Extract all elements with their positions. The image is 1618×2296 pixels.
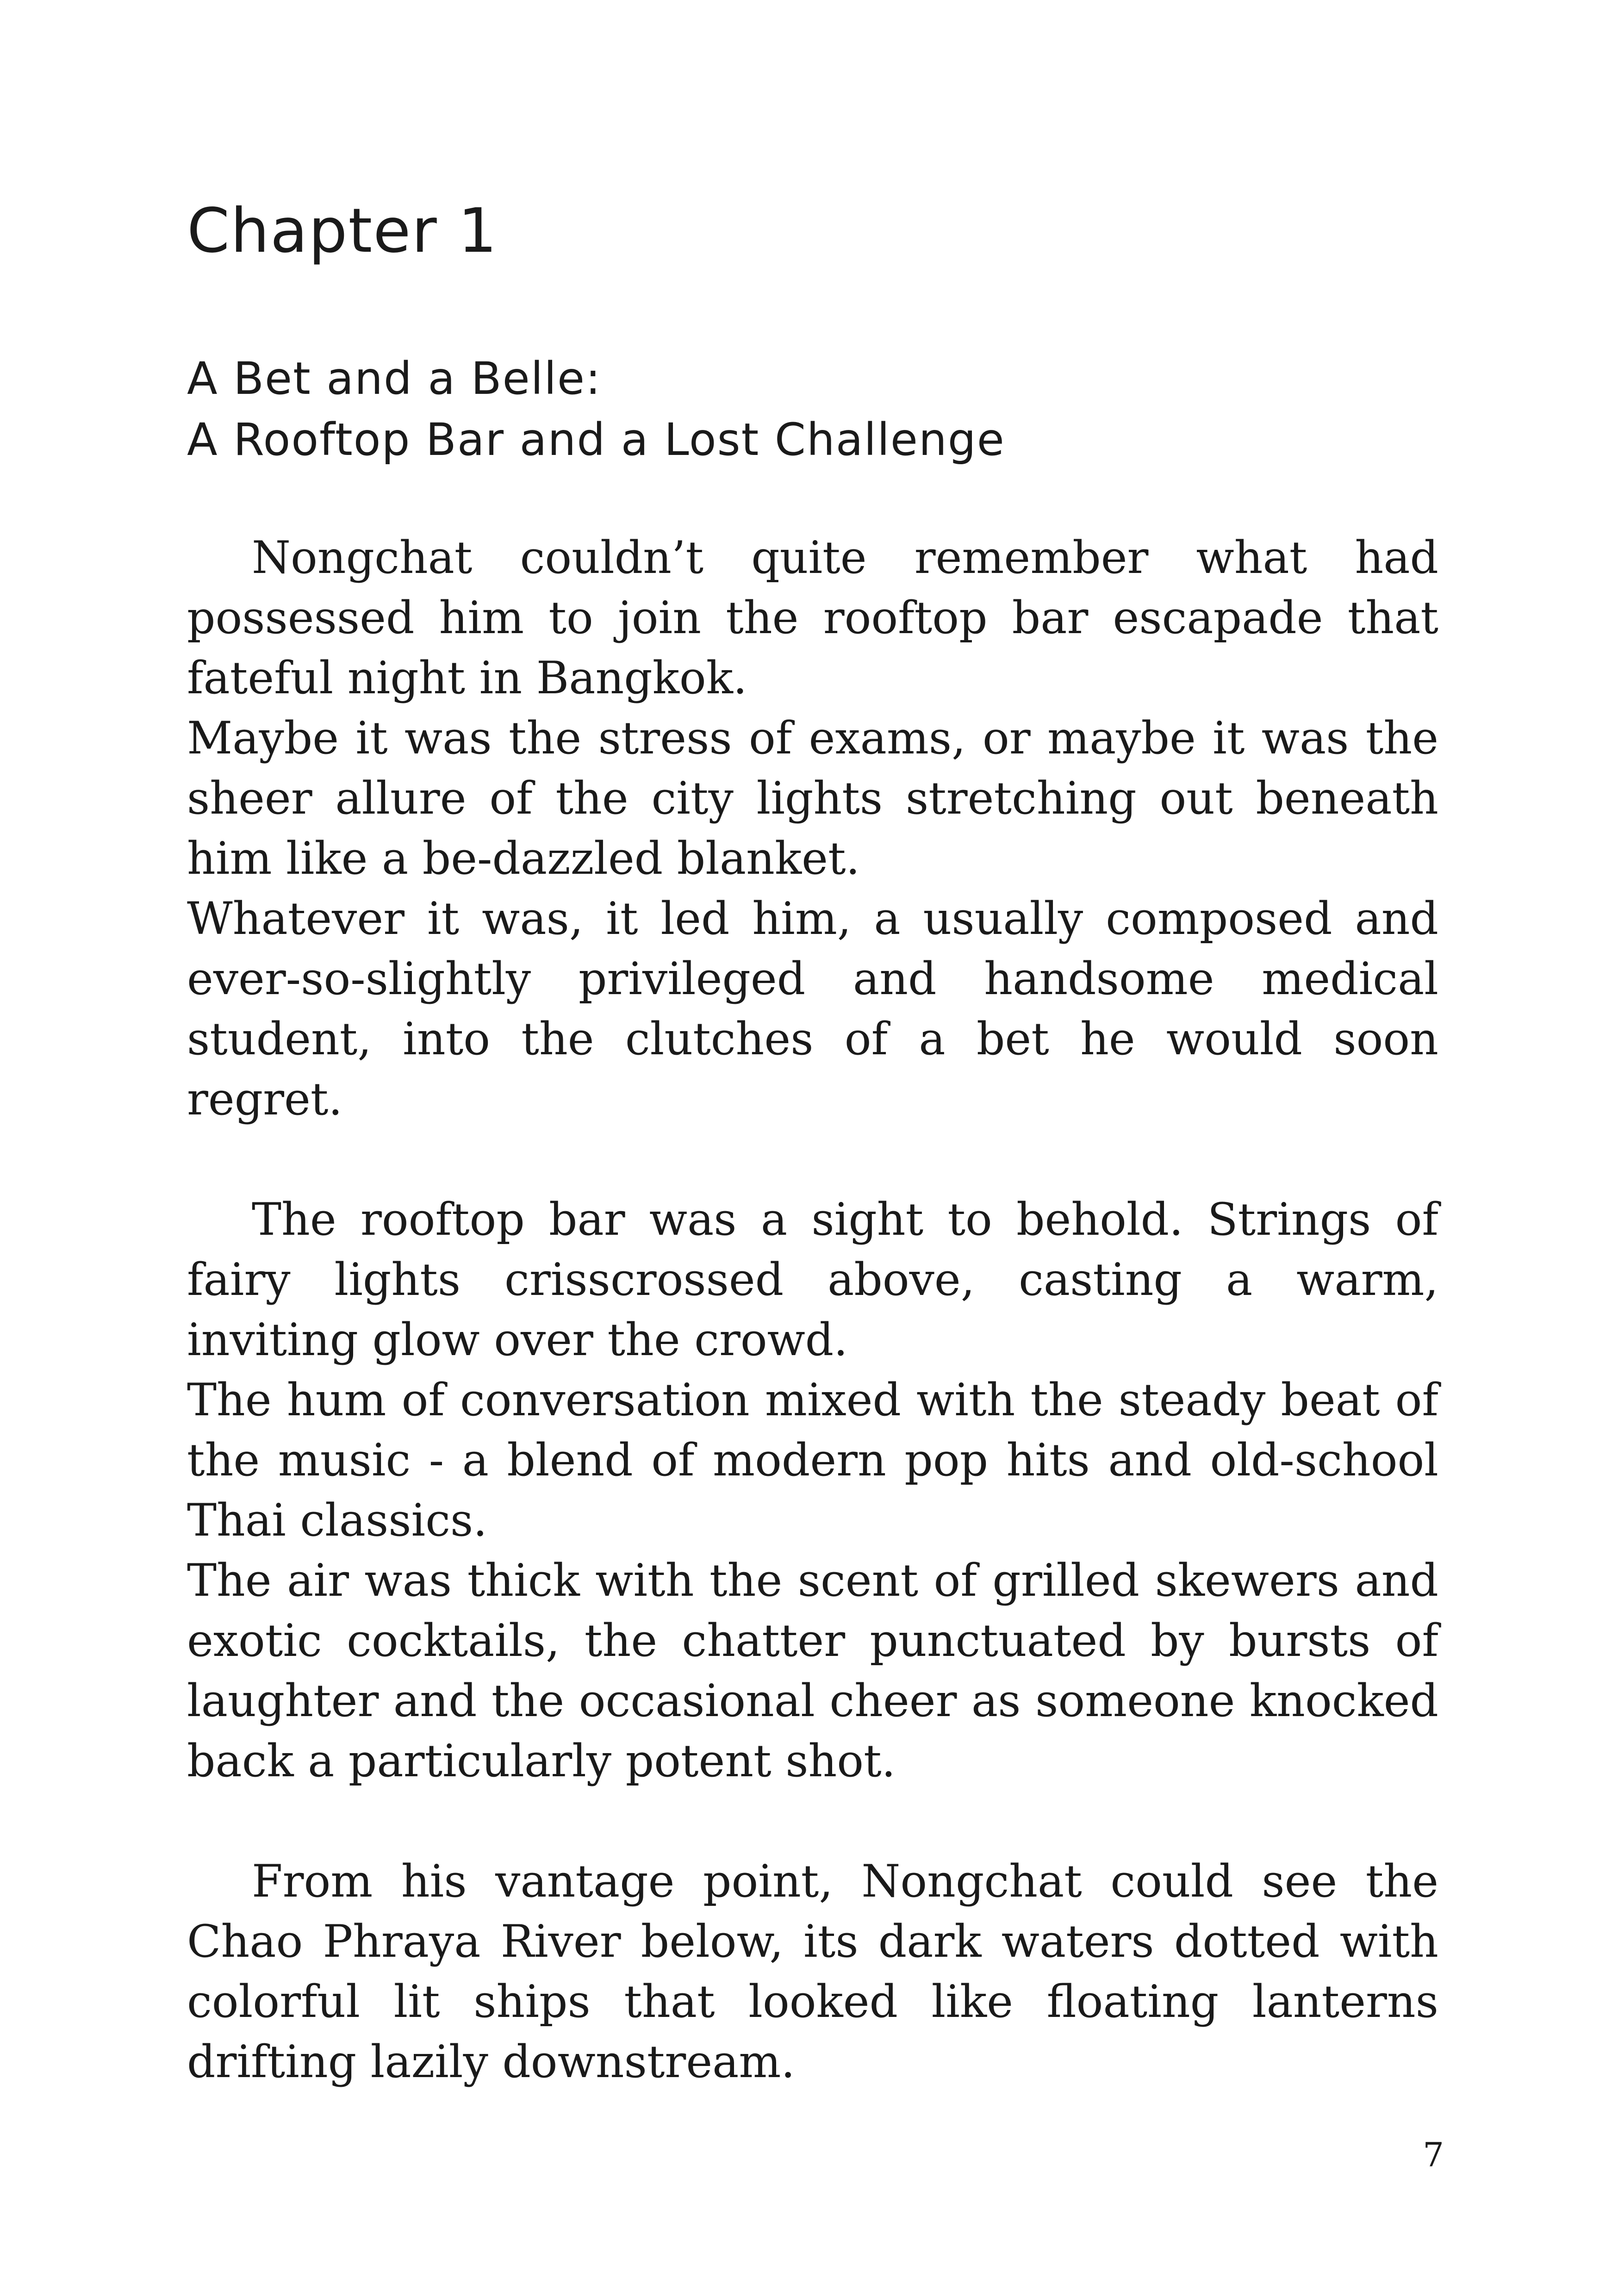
paragraph: Nongchat couldn’t quite remember what had possessed him to join the rooftop bar escapade that fateful night in Bangkok. <box>187 532 1438 704</box>
chapter-body <box>187 528 1438 2092</box>
paragraph-spacer <box>187 1129 1438 1189</box>
paragraph: The air was thick with the scent of grilled skewers and exotic cocktails, the chatter punctuated by bursts of laughter and the occasional cheer as someone knocked back a particularly potent shot. <box>187 1555 1438 1787</box>
page-number: 7 <box>1423 2135 1444 2174</box>
paragraph: The rooftop bar was a sight to behold. Strings of fairy lights crisscrossed above, casting a warm, inviting glow over the crowd. <box>187 1194 1438 1366</box>
subtitle-line-1: A Bet and a Belle: <box>187 353 602 404</box>
paragraph: The hum of conversation mixed with the steady beat of the music - a blend of modern pop hits and old-school Thai classics. <box>187 1374 1438 1546</box>
chapter-subtitle <box>187 348 1005 470</box>
paragraph: From his vantage point, Nongchat could see the Chao Phraya River below, its dark waters dotted with colorful lit ships that looked like floating lanterns drifting lazily downstream. <box>187 1855 1438 2088</box>
paragraph-spacer <box>187 1791 1438 1851</box>
subtitle-line-2: A Rooftop Bar and a Lost Challenge <box>187 414 1005 466</box>
chapter-title: Chapter 1 <box>187 195 498 267</box>
paragraph: Maybe it was the stress of exams, or maybe it was the sheer allure of the city lights stretching out beneath him like a be-dazzled blanket. <box>187 712 1438 884</box>
paragraph: Whatever it was, it led him, a usually composed and ever-so-slightly privileged and handsome medical student, into the clutches of a bet he would soon regret. <box>187 893 1438 1125</box>
